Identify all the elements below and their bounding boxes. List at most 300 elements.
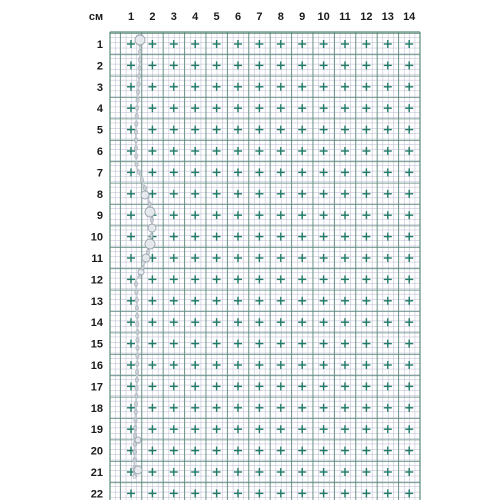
- cross-marker-icon: [384, 254, 392, 262]
- cross-marker-icon: [362, 340, 370, 348]
- cross-marker-icon: [320, 447, 328, 455]
- charm-bead: [145, 239, 155, 249]
- cross-marker-icon: [170, 275, 178, 283]
- x-ruler-label: 4: [192, 11, 199, 23]
- cross-marker-icon: [148, 168, 156, 176]
- cross-marker-icon: [362, 297, 370, 305]
- cross-marker-icon: [148, 340, 156, 348]
- cross-marker-icon: [234, 404, 242, 412]
- cross-marker-icon: [255, 404, 263, 412]
- y-ruler-label: 18: [90, 402, 103, 415]
- cross-marker-icon: [148, 83, 156, 91]
- cross-marker-icon: [127, 275, 135, 283]
- cross-marker-icon: [320, 190, 328, 198]
- cross-marker-icon: [191, 211, 199, 219]
- cross-marker-icon: [255, 275, 263, 283]
- y-ruler-label: 4: [96, 103, 103, 116]
- cross-marker-icon: [298, 489, 306, 497]
- cross-marker-icon: [170, 340, 178, 348]
- cross-marker-icon: [341, 147, 349, 155]
- cross-marker-icon: [277, 489, 285, 497]
- y-ruler-label: 8: [96, 188, 103, 201]
- cross-marker-icon: [298, 382, 306, 390]
- unit-label: см: [88, 11, 104, 23]
- cross-marker-icon: [405, 340, 413, 348]
- cross-marker-icon: [255, 382, 263, 390]
- cross-marker-icon: [191, 318, 199, 326]
- cross-marker-icon: [341, 126, 349, 134]
- cross-marker-icon: [234, 126, 242, 134]
- cross-marker-icon: [234, 340, 242, 348]
- y-ruler-label: 20: [90, 445, 103, 458]
- cross-marker-icon: [255, 233, 263, 241]
- cross-marker-icon: [384, 83, 392, 91]
- cross-marker-icon: [234, 447, 242, 455]
- cross-marker-icon: [405, 361, 413, 369]
- cross-marker-icon: [298, 83, 306, 91]
- charm-bead: [142, 254, 150, 262]
- cross-marker-icon: [341, 340, 349, 348]
- cross-marker-icon: [213, 447, 221, 455]
- cross-marker-icon: [405, 447, 413, 455]
- cross-marker-icon: [298, 104, 306, 112]
- cross-marker-icon: [148, 489, 156, 497]
- cross-marker-icon: [277, 83, 285, 91]
- cross-marker-icon: [148, 468, 156, 476]
- cross-marker-icon: [384, 168, 392, 176]
- cross-marker-icon: [362, 147, 370, 155]
- cross-marker-icon: [255, 340, 263, 348]
- cross-marker-icon: [213, 318, 221, 326]
- cross-marker-icon: [255, 361, 263, 369]
- x-ruler-label: 11: [339, 11, 351, 23]
- cross-marker-icon: [191, 468, 199, 476]
- cross-marker-icon: [234, 190, 242, 198]
- cross-marker-icon: [148, 126, 156, 134]
- cross-marker-icon: [170, 489, 178, 497]
- cross-marker-icon: [384, 318, 392, 326]
- cross-marker-icon: [384, 382, 392, 390]
- cross-marker-icon: [277, 318, 285, 326]
- cross-marker-icon: [191, 233, 199, 241]
- cross-marker-icon: [234, 489, 242, 497]
- cross-marker-icon: [213, 275, 221, 283]
- cross-marker-icon: [148, 40, 156, 48]
- x-ruler-label: 12: [360, 11, 373, 23]
- cross-marker-icon: [405, 318, 413, 326]
- y-ruler-label: 12: [90, 274, 103, 287]
- cross-marker-icon: [405, 382, 413, 390]
- cross-marker-icon: [191, 61, 199, 69]
- cross-marker-icon: [170, 168, 178, 176]
- cross-marker-icon: [362, 275, 370, 283]
- cross-marker-icon: [127, 318, 135, 326]
- cross-marker-icon: [384, 104, 392, 112]
- cross-marker-icon: [362, 40, 370, 48]
- cross-marker-icon: [298, 318, 306, 326]
- cross-marker-icon: [341, 361, 349, 369]
- charm-bead: [145, 207, 155, 217]
- cross-marker-icon: [341, 447, 349, 455]
- y-ruler-label: 17: [90, 381, 103, 394]
- charm-bead: [135, 437, 141, 443]
- x-ruler-label: 1: [127, 11, 135, 23]
- cross-marker-icon: [148, 318, 156, 326]
- cross-marker-icon: [341, 425, 349, 433]
- cross-marker-icon: [405, 425, 413, 433]
- cross-marker-icon: [255, 468, 263, 476]
- cross-marker-icon: [170, 447, 178, 455]
- charm-bead: [138, 269, 144, 275]
- cross-marker-icon: [384, 190, 392, 198]
- cross-marker-icon: [341, 318, 349, 326]
- cross-marker-icon: [127, 297, 135, 305]
- cross-marker-icon: [405, 147, 413, 155]
- x-ruler-label: 6: [234, 11, 242, 23]
- cross-marker-icon: [320, 254, 328, 262]
- charm-bead: [135, 35, 145, 45]
- cross-marker-icon: [170, 147, 178, 155]
- cross-marker-icon: [191, 404, 199, 412]
- cross-marker-icon: [405, 83, 413, 91]
- cross-marker-icon: [405, 211, 413, 219]
- cross-marker-icon: [384, 275, 392, 283]
- cross-marker-icon: [298, 126, 306, 134]
- cross-marker-icon: [341, 489, 349, 497]
- cross-marker-icon: [405, 489, 413, 497]
- cross-marker-icon: [170, 404, 178, 412]
- x-ruler-label: 13: [381, 11, 394, 23]
- cross-marker-icon: [127, 489, 135, 497]
- cross-marker-icon: [191, 126, 199, 134]
- cross-marker-icon: [405, 104, 413, 112]
- cross-marker-icon: [213, 233, 221, 241]
- cross-marker-icon: [170, 104, 178, 112]
- y-ruler-label: 5: [96, 124, 103, 137]
- cross-marker-icon: [405, 297, 413, 305]
- cross-marker-icon: [362, 61, 370, 69]
- cross-marker-icon: [191, 425, 199, 433]
- cross-marker-icon: [127, 361, 135, 369]
- x-ruler-label: 14: [403, 11, 416, 23]
- cross-marker-icon: [127, 168, 135, 176]
- cross-marker-icon: [213, 468, 221, 476]
- charm-bead: [148, 224, 156, 232]
- cross-marker-icon: [170, 40, 178, 48]
- cross-marker-icon: [213, 211, 221, 219]
- cross-marker-icon: [127, 211, 135, 219]
- cross-marker-icon: [255, 297, 263, 305]
- cross-marker-icon: [277, 404, 285, 412]
- y-ruler-label: 21: [90, 467, 103, 479]
- cross-marker-icon: [191, 104, 199, 112]
- charm-bead: [141, 191, 149, 199]
- cross-marker-icon: [148, 104, 156, 112]
- cross-marker-icon: [191, 254, 199, 262]
- cross-marker-icon: [255, 254, 263, 262]
- cross-marker-icon: [127, 382, 135, 390]
- cross-marker-icon: [341, 211, 349, 219]
- cross-marker-icon: [255, 168, 263, 176]
- y-ruler-label: 9: [96, 210, 103, 223]
- cross-marker-icon: [320, 233, 328, 241]
- cross-marker-icon: [362, 489, 370, 497]
- cross-marker-icon: [170, 254, 178, 262]
- cross-marker-icon: [213, 40, 221, 48]
- y-ruler-label: 7: [96, 167, 103, 180]
- y-ruler-label: 6: [96, 146, 103, 158]
- cross-marker-icon: [213, 147, 221, 155]
- cross-marker-icon: [170, 318, 178, 326]
- cross-marker-icon: [255, 147, 263, 155]
- cross-marker-icon: [384, 468, 392, 476]
- cross-marker-icon: [384, 297, 392, 305]
- cross-marker-icon: [191, 489, 199, 497]
- cross-marker-icon: [298, 190, 306, 198]
- cross-marker-icon: [298, 40, 306, 48]
- cross-marker-icon: [320, 489, 328, 497]
- cross-marker-icon: [234, 40, 242, 48]
- cross-marker-icon: [234, 211, 242, 219]
- cross-marker-icon: [148, 275, 156, 283]
- x-ruler-label: 7: [256, 11, 263, 23]
- y-ruler-label: 2: [96, 60, 103, 73]
- cross-marker-icon: [341, 83, 349, 91]
- cross-marker-icon: [213, 361, 221, 369]
- cross-marker-icon: [298, 468, 306, 476]
- cross-marker-icon: [127, 233, 135, 241]
- cross-marker-icon: [405, 40, 413, 48]
- cross-marker-icon: [234, 233, 242, 241]
- cross-marker-icon: [170, 211, 178, 219]
- cross-marker-icon: [341, 61, 349, 69]
- cross-marker-icon: [320, 297, 328, 305]
- cross-marker-icon: [191, 147, 199, 155]
- cross-marker-icon: [234, 83, 242, 91]
- cross-marker-icon: [341, 168, 349, 176]
- cross-marker-icon: [384, 211, 392, 219]
- cross-marker-icon: [277, 147, 285, 155]
- cross-marker-icon: [127, 190, 135, 198]
- cross-marker-icon: [298, 275, 306, 283]
- cross-marker-icon: [277, 254, 285, 262]
- cross-marker-icon: [191, 83, 199, 91]
- cross-marker-icon: [341, 297, 349, 305]
- cross-marker-icon: [341, 233, 349, 241]
- cross-marker-icon: [384, 447, 392, 455]
- cross-marker-icon: [127, 340, 135, 348]
- cross-marker-icon: [191, 297, 199, 305]
- cross-marker-icon: [277, 297, 285, 305]
- cross-marker-icon: [170, 361, 178, 369]
- y-ruler-label: 13: [90, 295, 103, 308]
- cross-marker-icon: [362, 468, 370, 476]
- cross-marker-icon: [255, 211, 263, 219]
- cross-marker-icon: [362, 190, 370, 198]
- cross-marker-icon: [320, 40, 328, 48]
- cross-marker-icon: [384, 40, 392, 48]
- cross-marker-icon: [277, 233, 285, 241]
- y-ruler-label: 11: [91, 253, 103, 265]
- cross-marker-icon: [191, 361, 199, 369]
- cross-marker-icon: [213, 190, 221, 198]
- y-ruler-label: 10: [90, 231, 103, 244]
- cross-marker-icon: [148, 447, 156, 455]
- cross-marker-icon: [320, 340, 328, 348]
- cross-marker-icon: [277, 447, 285, 455]
- cross-marker-icon: [213, 104, 221, 112]
- cross-marker-icon: [191, 190, 199, 198]
- cross-marker-icon: [362, 104, 370, 112]
- cross-marker-icon: [191, 447, 199, 455]
- cross-marker-icon: [362, 447, 370, 455]
- cross-marker-icon: [255, 61, 263, 69]
- cross-marker-icon: [320, 168, 328, 176]
- cross-marker-icon: [170, 233, 178, 241]
- cross-marker-icon: [148, 297, 156, 305]
- cross-marker-icon: [234, 297, 242, 305]
- cross-marker-icon: [127, 61, 135, 69]
- cross-marker-icon: [362, 233, 370, 241]
- cross-marker-icon: [384, 340, 392, 348]
- cross-marker-icon: [213, 340, 221, 348]
- cross-marker-icon: [127, 40, 135, 48]
- cross-marker-icon: [191, 382, 199, 390]
- cross-marker-icon: [277, 425, 285, 433]
- y-ruler-label: 1: [96, 39, 103, 51]
- cross-marker-icon: [234, 425, 242, 433]
- cross-marker-icon: [191, 40, 199, 48]
- cross-marker-icon: [405, 61, 413, 69]
- cross-marker-icon: [213, 489, 221, 497]
- cross-marker-icon: [213, 297, 221, 305]
- cross-marker-icon: [148, 361, 156, 369]
- cross-marker-icon: [405, 468, 413, 476]
- cross-marker-icon: [298, 61, 306, 69]
- cross-marker-icon: [298, 425, 306, 433]
- cross-marker-icon: [213, 61, 221, 69]
- cross-marker-icon: [384, 126, 392, 134]
- cross-marker-icon: [277, 40, 285, 48]
- cross-marker-icon: [320, 404, 328, 412]
- charm-bead: [134, 466, 142, 474]
- cross-marker-icon: [255, 126, 263, 134]
- cross-marker-icon: [362, 361, 370, 369]
- cross-marker-icon: [255, 489, 263, 497]
- cross-marker-icon: [277, 126, 285, 134]
- cross-marker-icon: [148, 61, 156, 69]
- y-ruler-label: 19: [90, 424, 103, 437]
- cross-marker-icon: [213, 83, 221, 91]
- cross-marker-icon: [234, 361, 242, 369]
- cross-marker-icon: [255, 447, 263, 455]
- minor-grid-lines: [110, 32, 420, 500]
- y-ruler-label: 3: [96, 81, 103, 94]
- cross-marker-icon: [148, 425, 156, 433]
- cross-marker-icon: [341, 404, 349, 412]
- cross-marker-icon: [148, 147, 156, 155]
- cross-marker-icon: [148, 190, 156, 198]
- cross-marker-icon: [170, 468, 178, 476]
- cross-marker-icon: [127, 83, 135, 91]
- cross-marker-icon: [384, 233, 392, 241]
- cross-marker-icon: [298, 254, 306, 262]
- cross-marker-icon: [320, 361, 328, 369]
- cross-marker-icon: [148, 382, 156, 390]
- cross-marker-icon: [277, 340, 285, 348]
- cross-marker-icon: [341, 382, 349, 390]
- cross-marker-icon: [320, 83, 328, 91]
- cross-marker-icon: [405, 190, 413, 198]
- cross-marker-icon: [234, 61, 242, 69]
- cross-marker-icon: [255, 83, 263, 91]
- cross-marker-icon: [234, 382, 242, 390]
- cross-marker-icon: [148, 404, 156, 412]
- x-ruler-label: 5: [213, 11, 220, 23]
- cross-marker-icon: [362, 168, 370, 176]
- y-ruler-label: 15: [90, 338, 103, 351]
- cross-marker-icon: [298, 168, 306, 176]
- cross-marker-icon: [320, 211, 328, 219]
- cross-marker-icon: [127, 147, 135, 155]
- x-ruler-label: 3: [170, 11, 177, 23]
- cross-marker-icon: [213, 126, 221, 134]
- cross-marker-icon: [298, 297, 306, 305]
- cross-marker-icon: [362, 404, 370, 412]
- cross-marker-icon: [362, 425, 370, 433]
- cross-marker-icon: [255, 104, 263, 112]
- cross-marker-icon: [277, 211, 285, 219]
- x-ruler-label: 10: [317, 11, 330, 23]
- cross-marker-icon: [341, 104, 349, 112]
- cross-marker-icon: [384, 489, 392, 497]
- cross-marker-icon: [255, 190, 263, 198]
- y-ruler-label: 16: [90, 360, 103, 372]
- cross-marker-icon: [384, 147, 392, 155]
- x-ruler-label: 2: [149, 11, 156, 23]
- cross-marker-icon: [277, 168, 285, 176]
- cross-marker-icon: [277, 382, 285, 390]
- cross-marker-icon: [405, 404, 413, 412]
- cross-marker-icon: [341, 254, 349, 262]
- cross-marker-icon: [341, 468, 349, 476]
- cross-marker-icon: [170, 83, 178, 91]
- cross-marker-icon: [405, 126, 413, 134]
- cross-marker-icon: [362, 318, 370, 326]
- cross-marker-icon: [298, 361, 306, 369]
- cross-marker-icon: [213, 404, 221, 412]
- cross-marker-icon: [405, 254, 413, 262]
- cross-marker-icon: [234, 104, 242, 112]
- cross-marker-icon: [213, 254, 221, 262]
- cross-marker-icon: [320, 425, 328, 433]
- cross-marker-icon: [384, 425, 392, 433]
- cross-marker-icon: [320, 126, 328, 134]
- cross-marker-icon: [213, 168, 221, 176]
- cross-marker-icon: [127, 104, 135, 112]
- cross-marker-icon: [341, 275, 349, 283]
- cross-marker-icon: [234, 254, 242, 262]
- cross-marker-icon: [405, 168, 413, 176]
- cross-marker-icon: [127, 126, 135, 134]
- cross-marker-icon: [170, 382, 178, 390]
- cross-marker-icon: [320, 382, 328, 390]
- cross-marker-icon: [384, 404, 392, 412]
- cross-marker-icon: [405, 275, 413, 283]
- cross-marker-icon: [298, 233, 306, 241]
- cross-marker-icon: [362, 126, 370, 134]
- cross-marker-icon: [255, 318, 263, 326]
